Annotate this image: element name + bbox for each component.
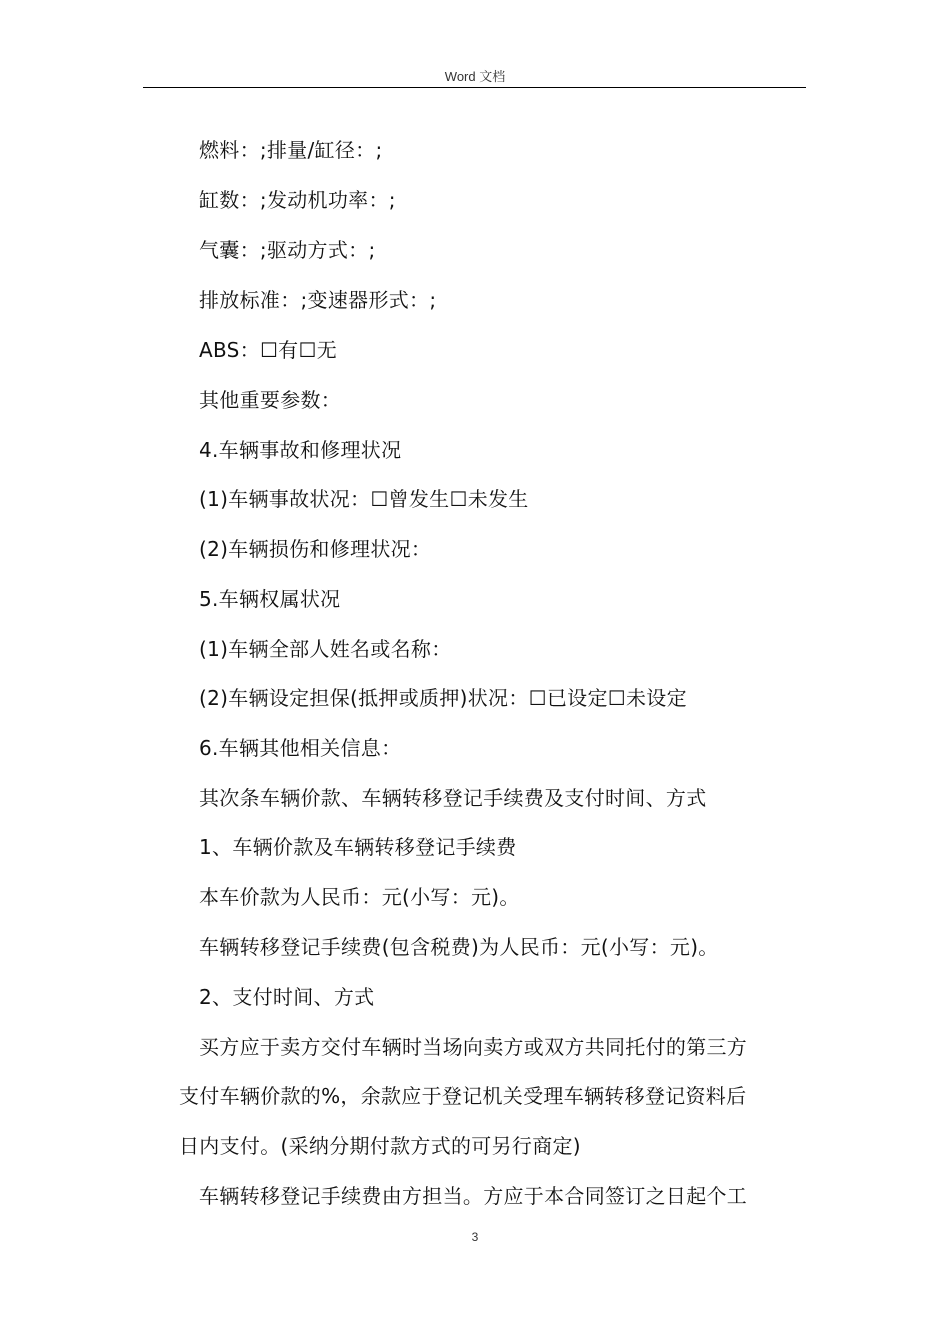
paragraph-line: 日内支付。(采纳分期付款方式的可另行商定) <box>179 1134 581 1158</box>
paragraph-line: 车辆转移登记手续费由方担当。方应于本合同签订之日起个工 <box>199 1184 748 1208</box>
text-line: 燃料：;排量/缸径：; <box>199 138 383 162</box>
text-line: 车辆转移登记手续费(包含税费)为人民币：元(小写：元)。 <box>199 935 719 959</box>
text-line: ABS：☐有☐无 <box>199 338 338 362</box>
text-line: 排放标准：;变速器形式：; <box>199 288 437 312</box>
paragraph-line: 买方应于卖方交付车辆时当场向卖方或双方共同托付的第三方 <box>199 1035 748 1059</box>
section-heading: 2、支付时间、方式 <box>199 985 375 1009</box>
article-heading: 其次条车辆价款、车辆转移登记手续费及支付时间、方式 <box>199 786 707 810</box>
text-line: (1)车辆全部人姓名或名称： <box>199 637 452 661</box>
text-line: 缸数：;发动机功率：; <box>199 188 396 212</box>
section-heading: 5.车辆权属状况 <box>199 587 341 611</box>
text-line: (1)车辆事故状况：☐曾发生☐未发生 <box>199 487 529 511</box>
header-divider <box>143 87 806 88</box>
page-number: 3 <box>471 1230 479 1244</box>
section-heading: 4.车辆事故和修理状况 <box>199 438 402 462</box>
text-line: (2)车辆设定担保(抵押或质押)状况：☐已设定☐未设定 <box>199 686 687 710</box>
text-line: 其他重要参数： <box>199 388 342 412</box>
page-header: Word 文档 <box>444 69 506 84</box>
text-line: 本车价款为人民币：元(小写：元)。 <box>199 885 520 909</box>
section-heading: 1、车辆价款及车辆转移登记手续费 <box>199 835 517 859</box>
text-line: (2)车辆损伤和修理状况： <box>199 537 432 561</box>
paragraph-line: 支付车辆价款的%，余款应于登记机关受理车辆转移登记资料后 <box>179 1084 747 1108</box>
text-line: 气囊：;驱动方式：; <box>199 238 376 262</box>
section-heading: 6.车辆其他相关信息： <box>199 736 402 760</box>
